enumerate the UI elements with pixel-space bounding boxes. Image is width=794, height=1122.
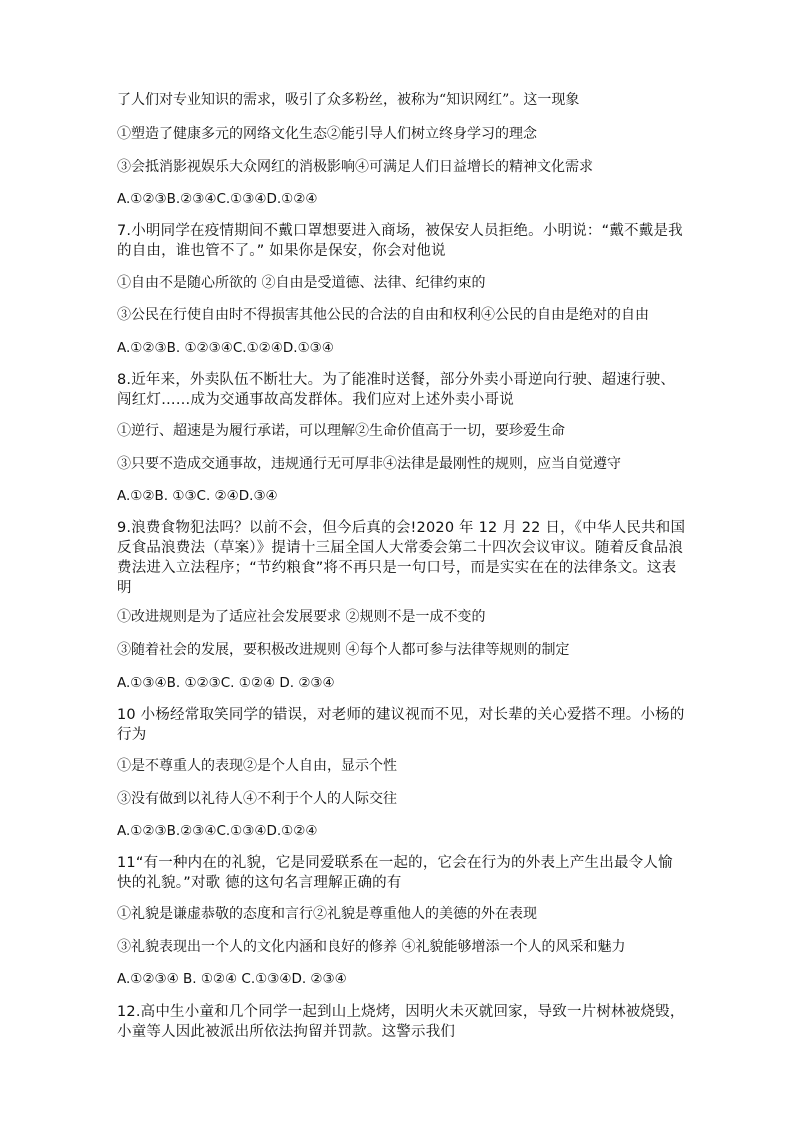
question-10-answers: A.①②③B.②③④C.①③④D.①②④ — [117, 823, 318, 839]
question-7-answers: A.①②③B. ①②③④C.①②④D.①③④ — [117, 340, 334, 356]
question-6-answers: A.①②③B.②③④C.①③④D.①②④ — [117, 191, 318, 207]
question-6-options-1-2: ①塑造了健康多元的网络文化生态②能引导人们树立终身学习的理念 — [117, 126, 537, 142]
question-11-answers: A.①②③④ B. ①②④ C.①③④D. ②③④ — [117, 971, 347, 987]
question-11-options-3-4: ③礼貌表现出一个人的文化内涵和良好的修养 ④礼貌能够增添一个人的风采和魅力 — [117, 939, 626, 955]
question-10-options-1-2: ①是不尊重人的表现②是个人自由，显示个性 — [117, 758, 397, 774]
question-9-options-1-2: ①改进规则是为了适应社会发展要求 ②规则不是一成不变的 — [117, 609, 486, 625]
question-9-stem: 9.浪费食物犯法吗？以前不会，但今后真的会!2020 年 12 月 22 日，《中华人民共和国反食品浪费法（草案）》提请十三届全国人大常委会第二十四次会议审议。随着反食品浪费法进入立法程序；“节约粮食”将不再只是一句口号，而是实实在在的法律条文。这表明 — [117, 520, 686, 596]
question-6-stem-end: 了人们对专业知识的需求，吸引了众多粉丝，被称为“知识网红”。这一现象 — [117, 92, 580, 108]
question-10-stem: 10 小杨经常取笑同学的错误，对老师的建议视而不见，对长辈的关心爱搭不理。小杨的行为 — [117, 707, 685, 743]
question-7-stem: 7.小明同学在疫情期间不戴口罩想要进入商场，被保安人员拒绝。小明说：“戴不戴是我的自由，谁也管不了。” 如果你是保安，你会对他说 — [117, 223, 683, 259]
question-7-options-1-2: ①自由不是随心所欲的 ②自由是受道德、法律、纪律约束的 — [117, 275, 486, 291]
question-10-options-3-4: ③没有做到以礼待人④不利于个人的人际交往 — [117, 791, 397, 807]
question-8-options-3-4: ③只要不造成交通事故，违规通行无可厚非④法律是最刚性的规则，应当自觉遵守 — [117, 456, 621, 472]
question-9-answers: A.①③④B. ①②③C. ①②④ D. ②③④ — [117, 675, 335, 691]
question-11-stem: 11“有一种内在的礼貌，它是同爱联系在一起的，它会在行为的外表上产生出最令人愉快的礼貌。”对歌 德的这句名言理解正确的有 — [117, 855, 673, 891]
question-11-options-1-2: ①礼貌是谦虚恭敬的态度和言行②礼貌是尊重他人的美德的外在表现 — [117, 906, 537, 922]
question-12-stem: 12.高中生小童和几个同学一起到山上烧烤，因明火未灭就回家，导致一片树林被烧毁，小童等人因此被派出所依法拘留并罚款。这警示我们 — [117, 1004, 685, 1040]
question-9-options-3-4: ③随着社会的发展，要积极改进规则 ④每个人都可参与法律等规则的制定 — [117, 642, 570, 658]
question-8-stem: 8.近年来，外卖队伍不断壮大。为了能准时送餐，部分外卖小哥逆向行驶、超速行驶、闯红灯……成为交通事故高发群体。我们应对上述外卖小哥说 — [117, 372, 676, 408]
question-8-answers: A.①②B. ①③C. ②④D.③④ — [117, 488, 278, 504]
question-6-options-3-4: ③会抵消影视娱乐大众网红的消极影响④可满足人们日益增长的精神文化需求 — [117, 159, 593, 175]
question-8-options-1-2: ①逆行、超速是为履行承诺，可以理解②生命价值高于一切，要珍爱生命 — [117, 423, 565, 439]
question-7-options-3-4: ③公民在行使自由时不得损害其他公民的合法的自由和权利④公民的自由是绝对的自由 — [117, 307, 649, 323]
